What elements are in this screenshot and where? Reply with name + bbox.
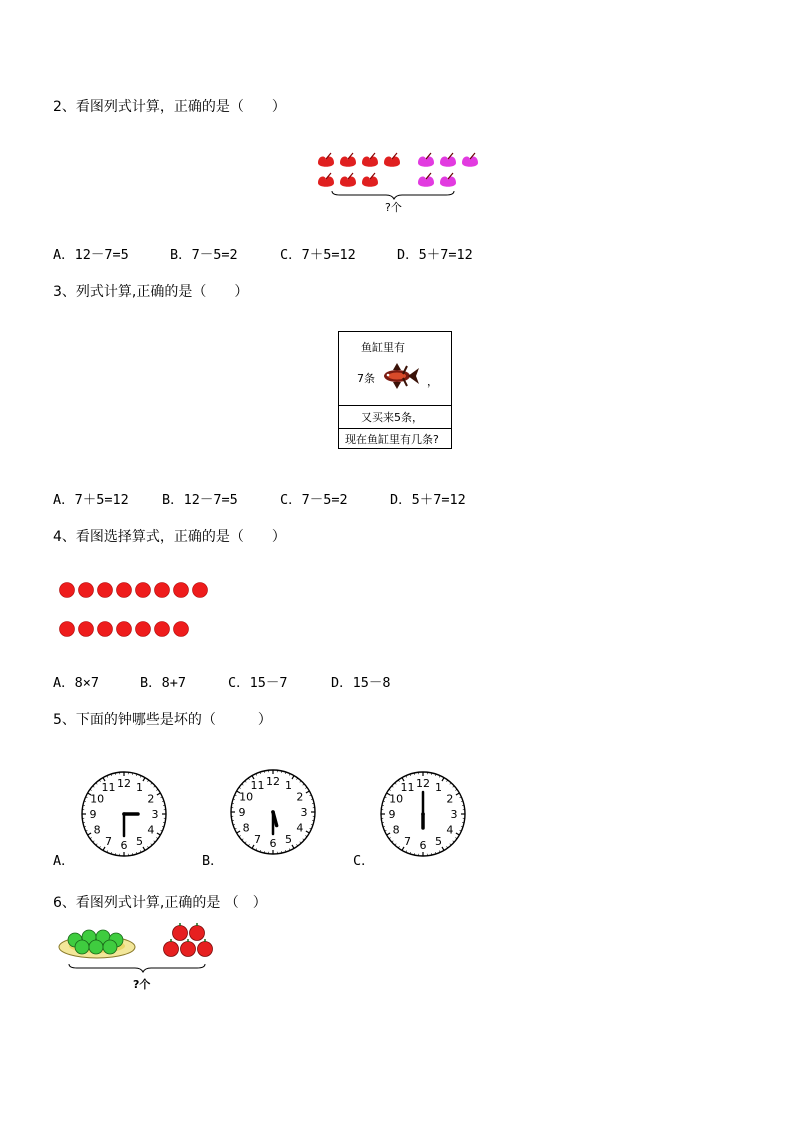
clock-numeral: 9 [388, 808, 396, 821]
question-6-figure [55, 920, 225, 975]
red-dot [60, 622, 75, 637]
clock-c-label[interactable]: C． [353, 853, 375, 869]
red-dot [60, 583, 75, 598]
red-fruit [318, 173, 334, 187]
magenta-fruit [440, 173, 456, 187]
box-row-1 [339, 332, 451, 406]
red-dot [193, 583, 208, 598]
question-3-title: 3、列式计算,正确的是（ ） [53, 284, 249, 300]
red-fruit [318, 153, 334, 167]
option-a[interactable]: A．8×7 [53, 675, 100, 691]
question-4-dots-figure [55, 578, 225, 640]
clock-numeral: 3 [300, 806, 308, 819]
clock-numeral: 12 [266, 775, 280, 788]
clock-numeral: 3 [450, 808, 458, 821]
clock-numeral: 9 [238, 806, 246, 819]
red-fruit [340, 173, 356, 187]
tomato [190, 926, 205, 941]
clock-numeral: 3 [151, 808, 159, 821]
option-a[interactable]: A．12－7=5 [53, 247, 129, 263]
tomato-group [164, 923, 213, 957]
clock-b-label[interactable]: B． [202, 853, 224, 869]
question-6-title: 6、看图列式计算,正确的是 （ ） [53, 895, 267, 911]
clock-numeral: 9 [89, 808, 97, 821]
clock-numeral: 6 [419, 839, 427, 852]
option-d[interactable]: D．5＋7=12 [390, 492, 466, 508]
red-fruit [384, 153, 400, 167]
red-fruit [362, 173, 378, 187]
option-c[interactable]: C．15－7 [228, 675, 288, 691]
question-4-title: 4、看图选择算式，正确的是（ ） [53, 529, 286, 545]
clock-numeral: 5 [136, 834, 143, 848]
clock-numeral: 1 [435, 781, 442, 795]
option-a[interactable]: A．7＋5=12 [53, 492, 129, 508]
green-apple [75, 940, 89, 954]
clock-numeral: 7 [404, 834, 411, 848]
tomato [164, 942, 179, 957]
clock-a [79, 769, 169, 859]
tomato [181, 942, 196, 957]
red-dot [136, 583, 151, 598]
brace [332, 191, 454, 199]
clock-numeral: 11 [250, 779, 265, 793]
clock-numeral: 7 [254, 832, 261, 846]
clock-numeral: 2 [296, 790, 304, 804]
box-line-2: 7条 [357, 372, 375, 385]
tomato [173, 926, 188, 941]
clock-numeral: 8 [242, 821, 250, 835]
green-apple [103, 940, 117, 954]
question-5-title: 5、下面的钟哪些是坏的（ ） [53, 712, 272, 728]
clock-numeral: 11 [400, 781, 415, 795]
box-line-1: 鱼缸里有 [361, 341, 405, 354]
clock-numeral: 8 [392, 823, 400, 837]
clock-numeral: 5 [435, 834, 442, 848]
clock-a-label[interactable]: A． [53, 853, 75, 869]
red-dot [117, 622, 132, 637]
question-3-word-problem-box [338, 331, 452, 449]
clock-numeral: 10 [389, 792, 404, 806]
option-d[interactable]: D．15－8 [331, 675, 391, 691]
box-line-4: 现在鱼缸里有几条? [345, 433, 439, 446]
clock-numeral: 10 [90, 792, 105, 806]
clock-numeral: 4 [296, 821, 304, 835]
option-c[interactable]: C．7＋5=12 [280, 247, 356, 263]
magenta-fruit-group [418, 153, 478, 187]
red-dot [155, 583, 170, 598]
clock-numeral: 4 [147, 823, 155, 837]
option-b[interactable]: B．8+7 [140, 675, 187, 691]
red-dot [117, 583, 132, 598]
question-2-title: 2、看图列式计算，正确的是（ ） [53, 99, 286, 115]
question-2-options [53, 243, 753, 263]
brace [69, 964, 205, 972]
clock-numeral: 1 [136, 781, 143, 795]
clock-numeral: 7 [105, 834, 112, 848]
box-comma: ， [427, 375, 438, 388]
question-6-brace-label: ?个 [133, 978, 151, 991]
fish-icon [379, 362, 427, 390]
option-d[interactable]: D．5＋7=12 [397, 247, 473, 263]
clock-numeral: 8 [93, 823, 101, 837]
box-row-3 [339, 428, 451, 450]
magenta-fruit [418, 153, 434, 167]
option-c[interactable]: C．7－5=2 [280, 492, 348, 508]
red-fruit [362, 153, 378, 167]
tomato [198, 942, 213, 957]
clock-c [378, 769, 468, 859]
option-b[interactable]: B．7－5=2 [170, 247, 238, 263]
clock-numeral: 12 [117, 777, 131, 790]
question-4-options [53, 671, 753, 691]
box-line-3: 又买来5条， [361, 411, 423, 424]
clock-numeral: 5 [285, 832, 292, 846]
clock-numeral: 2 [147, 792, 155, 806]
clock-numeral: 4 [446, 823, 454, 837]
red-dot [98, 622, 113, 637]
clock-numeral: 1 [285, 779, 292, 793]
clock-numeral: 10 [239, 790, 254, 804]
clock-numeral: 12 [416, 777, 430, 790]
plate-of-apples [59, 930, 135, 958]
magenta-fruit [418, 173, 434, 187]
red-fruit [340, 153, 356, 167]
clock-b [228, 767, 318, 857]
red-dot [174, 583, 189, 598]
option-b[interactable]: B．12－7=5 [162, 492, 238, 508]
green-apple [89, 940, 103, 954]
red-dot [79, 583, 94, 598]
clock-numeral: 2 [446, 792, 454, 806]
red-dot [155, 622, 170, 637]
clock-numeral: 6 [120, 839, 128, 852]
magenta-fruit [462, 153, 478, 167]
clock-numeral: 11 [101, 781, 116, 795]
red-dot [174, 622, 189, 637]
red-dot [98, 583, 113, 598]
clock-numeral: 6 [269, 837, 277, 850]
red-dot [79, 622, 94, 637]
red-dot [136, 622, 151, 637]
box-row-2 [339, 405, 451, 429]
question-2-brace-label: ?个 [385, 201, 402, 214]
red-fruit-group [318, 153, 400, 187]
magenta-fruit [440, 153, 456, 167]
question-3-options [53, 488, 753, 508]
